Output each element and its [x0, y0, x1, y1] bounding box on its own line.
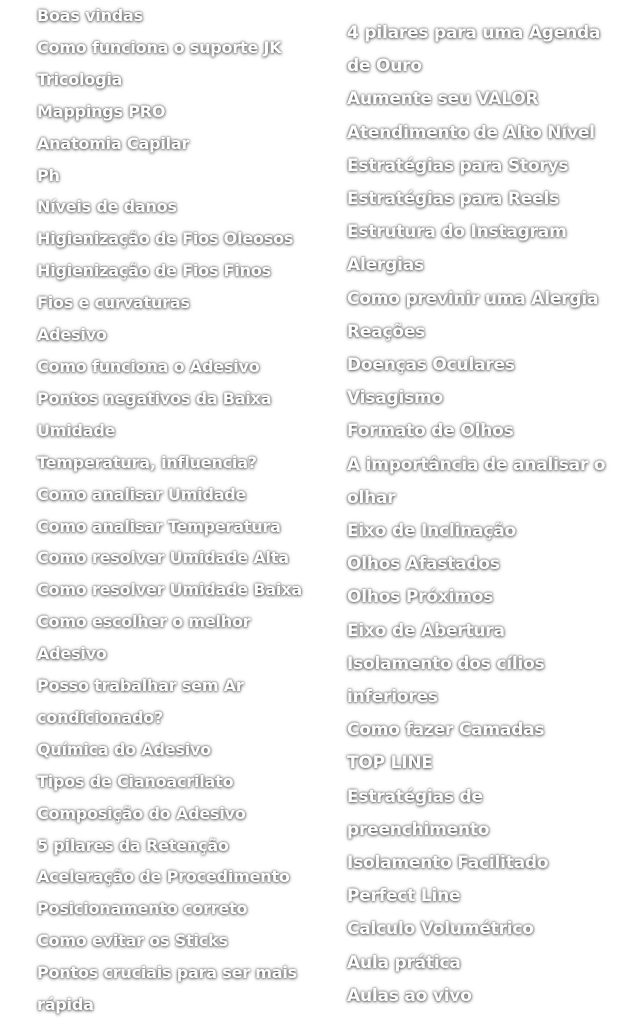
list-item: Como resolver Umidade Alta — [37, 548, 289, 568]
list-item: Tipos de Cianoacrilato — [37, 771, 234, 791]
list-item: Atendimento de Alto Nível — [347, 122, 595, 143]
list-item: A importância de analisar o olhar — [347, 454, 606, 508]
list-item: Isolamento dos cílios inferiores — [347, 653, 545, 708]
list-item: Como analisar Umidade — [37, 484, 247, 504]
list-item: Estrutura do Instagram — [347, 222, 567, 243]
list-item: Como evitar os Sticks — [37, 931, 228, 951]
list-item: 5 pilares da Retenção — [37, 835, 229, 855]
list-item: Reações — [347, 321, 426, 342]
list-item: Pontos negativos da Baixa Umidade — [37, 388, 272, 440]
list-item: Níveis de danos — [37, 197, 177, 217]
list-item: Pontos cruciais para ser mais rápida — [37, 963, 297, 1015]
list-item: Como funciona o Adesivo — [37, 356, 260, 376]
list-item: Temperatura, influencia? — [37, 452, 257, 472]
list-item: Isolamento Facilitado — [347, 853, 549, 874]
right-topic-list — [347, 17, 612, 1013]
list-item: Química do Adesivo — [37, 739, 212, 759]
list-item: Posso trabalhar sem Ar condicionado? — [37, 676, 244, 727]
list-item: Ph — [37, 165, 60, 185]
list-item: Estratégias para Storys — [347, 155, 569, 176]
list-item: Eixo de Inclinação — [347, 521, 516, 542]
list-item: Fios e curvaturas — [37, 293, 190, 313]
list-item: Adesivo — [37, 325, 107, 345]
list-item: Como fazer Camadas — [347, 720, 545, 741]
list-item: Como previnir uma Alergia — [347, 288, 599, 309]
list-item: Aulas ao vivo — [347, 985, 472, 1006]
list-item: Mappings PRO — [37, 101, 166, 121]
list-item: Como analisar Temperatura — [37, 516, 281, 536]
list-item: Doenças Oculares — [347, 355, 515, 376]
list-item: TOP LINE — [347, 753, 433, 774]
list-item: Visagismo — [347, 388, 443, 409]
list-item: Aumente seu VALOR — [347, 89, 539, 110]
list-item: Eixo de Abertura — [347, 620, 505, 641]
list-item: Perfect Line — [347, 886, 461, 907]
list-item: Composição do Adesivo — [37, 803, 246, 823]
list-item: Calculo Volumétrico — [347, 919, 534, 940]
list-item: Como funciona o suporte JK — [37, 37, 282, 57]
list-item: Posicionamento correto — [37, 899, 248, 919]
list-item: Olhos Próximos — [347, 587, 494, 608]
list-item: Estratégias de preenchimento — [347, 786, 490, 840]
left-topic-list — [37, 0, 312, 1021]
list-item: Olhos Afastados — [347, 554, 500, 575]
list-item: Aceleração de Procedimento — [37, 867, 290, 887]
list-item: 4 pilares para uma Agenda de Ouro — [347, 23, 601, 77]
list-item: Formato de Olhos — [347, 421, 514, 442]
list-item: Boas vindas — [37, 6, 143, 25]
list-item: Anatomia Capilar — [37, 133, 190, 153]
list-item: Tricologia — [37, 69, 123, 89]
list-item: Estratégias para Reels — [347, 189, 559, 210]
list-item: Como resolver Umidade Baixa — [37, 580, 302, 600]
list-item: Higienização de Fios Oleosos — [37, 229, 294, 249]
list-item: Alergias — [347, 255, 424, 276]
list-item: Como escolher o melhor Adesivo — [37, 612, 251, 664]
list-item: Aula prática — [347, 952, 461, 973]
list-item: Higienização de Fios Finos — [37, 261, 271, 281]
